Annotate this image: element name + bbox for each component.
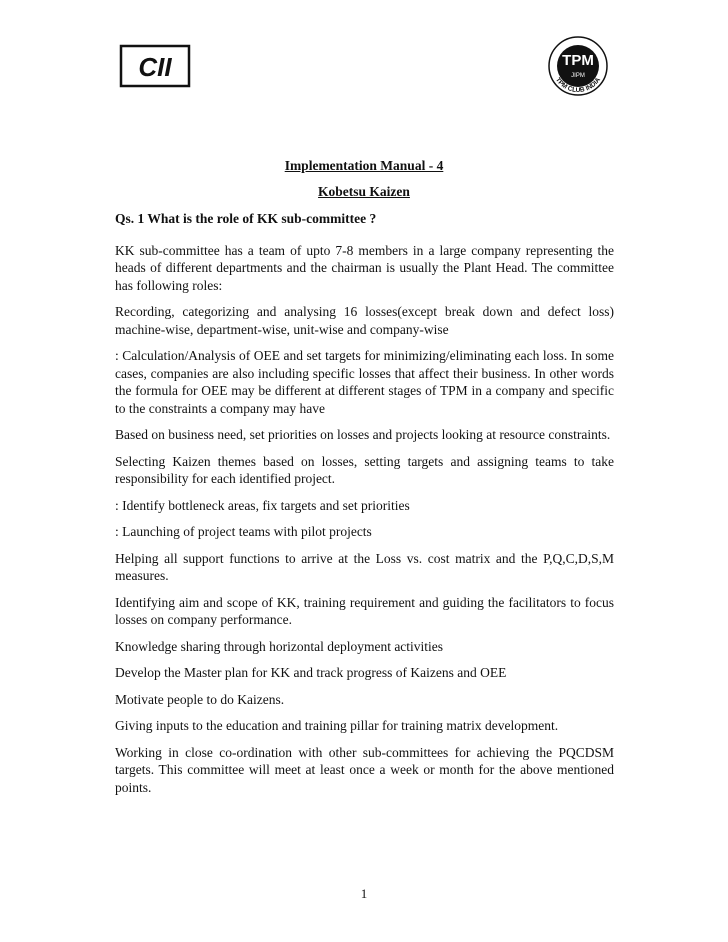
document-title: Implementation Manual - 4 [284, 158, 444, 173]
paragraph: Based on business need, set priorities on losses and projects looking at resource constraints. [115, 427, 611, 442]
paragraph: : Launching of project teams with pilot projects [115, 524, 372, 539]
document-body [115, 210, 614, 805]
cii-logo-text: CII [138, 52, 172, 82]
tpm-ring-text: TPM CLUB INDIA [553, 76, 603, 94]
tpm-logo-subtext: JIPM [571, 73, 585, 79]
cii-logo [119, 44, 191, 88]
paragraph: Selecting Kaizen themes based on losses, setting targets and assigning teams to take responsibility for each identified project. [115, 453, 614, 486]
paragraph: : Calculation/Analysis of OEE and set targets for minimizing/eliminating each loss. In some cases, companies are also including specific losses that affect their business. In other words the formula for OEE may be different at different stages of TPM in a company and specific to the constraints a company may have [115, 348, 614, 416]
paragraph: Giving inputs to the education and training pillar for training matrix development. [115, 718, 559, 733]
paragraph: Motivate people to do Kaizens. [115, 691, 285, 707]
tpm-club-india-logo [540, 36, 616, 100]
paragraph: Recording, categorizing and analysing 16 losses(except break down and defect loss) machine-wise, department-wise, unit-wise and company-wise [115, 304, 614, 337]
paragraph: KK sub-committee has a team of upto 7-8 members in a large company representing the heads of different departments and the chairman is usually the Plant Head. The committee has following roles: [115, 242, 614, 293]
paragraph: : Identify bottleneck areas, fix targets and set priorities [115, 497, 410, 513]
paragraph: Identifying aim and scope of KK, training requirement and guiding the facilitators to focus losses on company performance. [115, 594, 614, 627]
paragraph: Develop the Master plan for KK and track progress of Kaizens and OEE [115, 665, 507, 680]
paragraph: Working in close co-ordination with other sub-committees for achieving the PQCDSM targets. This committee will meet at least once a week or month for the above mentioned points. [115, 744, 614, 795]
paragraph: Helping all support functions to arrive at the Loss vs. cost matrix and the P,Q,C,D,S,M measures. [115, 550, 614, 583]
paragraph: Knowledge sharing through horizontal deployment activities [115, 638, 444, 654]
document-subtitle: Kobetsu Kaizen [318, 184, 410, 199]
page-number: 1 [360, 886, 368, 901]
tpm-logo-text: TPM [562, 52, 594, 69]
question-heading: Qs. 1 What is the role of KK sub-committee ? [115, 211, 377, 226]
